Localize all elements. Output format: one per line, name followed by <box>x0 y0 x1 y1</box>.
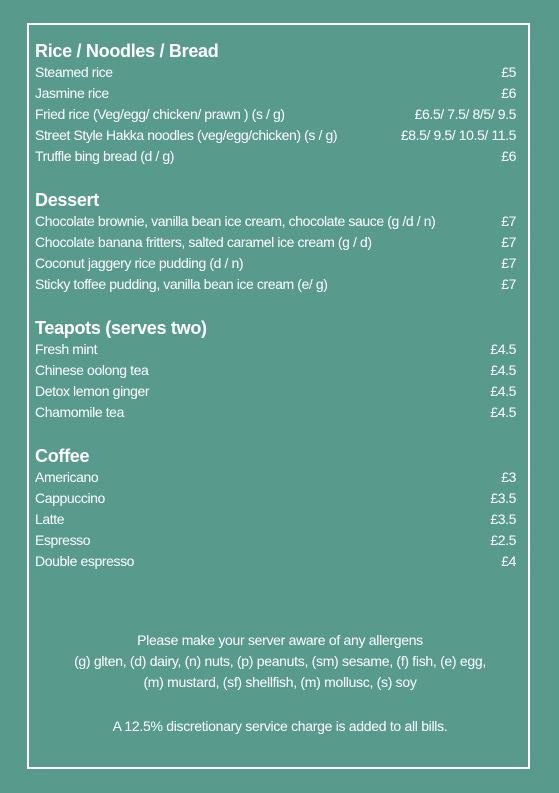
menu-item <box>35 232 516 253</box>
item-name: Detox lemon ginger <box>35 383 150 399</box>
item-price: £2.5 <box>490 532 516 548</box>
item-name: Double espresso <box>35 553 135 569</box>
item-price: £4 <box>501 553 516 569</box>
item-price: £7 <box>501 213 516 229</box>
menu-item <box>35 509 516 530</box>
menu-item <box>35 339 516 360</box>
item-price: £8.5/ 9.5/ 10.5/ 11.5 <box>400 127 516 143</box>
item-name: Jasmine rice <box>35 85 109 101</box>
menu-item <box>35 551 516 572</box>
menu-item <box>35 83 516 104</box>
allergen-note-line: (g) glten, (d) dairy, (n) nuts, (p) peanuts, (sm) sesame, (f) fish, (e) egg, <box>74 653 486 669</box>
menu-item <box>35 211 516 232</box>
item-name: Americano <box>35 469 99 485</box>
item-name: Chocolate brownie, vanilla bean ice cream, chocolate sauce (g /d / n) <box>35 213 436 229</box>
menu-item <box>35 104 516 125</box>
item-price: £7 <box>501 276 516 292</box>
item-name: Sticky toffee pudding, vanilla bean ice cream (e/ g) <box>35 276 328 292</box>
allergen-note-line: Please make your server aware of any allergens <box>137 632 423 648</box>
menu-item <box>35 360 516 381</box>
item-name: Truffle bing bread (d / g) <box>35 148 175 164</box>
item-price: £3.5 <box>490 490 516 506</box>
menu-item <box>35 146 516 167</box>
item-name: Chinese oolong tea <box>35 362 149 378</box>
menu-item <box>35 488 516 509</box>
service-charge-note: A 12.5% discretionary service charge is added to all bills. <box>112 718 448 734</box>
item-name: Fried rice (Veg/egg/ chicken/ prawn ) (s / g) <box>35 106 285 122</box>
section-coffee <box>35 445 516 572</box>
allergen-note-line: (m) mustard, (sf) shellfish, (m) mollusc, (s) soy <box>143 674 417 690</box>
item-name: Chocolate banana fritters, salted caramel ice cream (g / d) <box>35 234 372 250</box>
item-name: Street Style Hakka noodles (veg/egg/chicken) (s / g) <box>35 127 338 143</box>
item-name: Steamed rice <box>35 64 113 80</box>
item-name: Chamomile tea <box>35 404 124 420</box>
item-price: £4.5 <box>490 383 516 399</box>
menu-item <box>35 274 516 295</box>
item-name: Espresso <box>35 532 91 548</box>
section-title: Dessert <box>35 190 99 210</box>
menu-item <box>35 125 516 146</box>
section-title: Rice / Noodles / Bread <box>35 41 219 61</box>
item-name: Fresh mint <box>35 341 98 357</box>
section-rice-noodles-bread <box>35 40 516 167</box>
menu-item <box>35 62 516 83</box>
item-name: Latte <box>35 511 65 527</box>
item-price: £4.5 <box>490 404 516 420</box>
allergen-note <box>35 630 525 693</box>
menu-item <box>35 530 516 551</box>
menu-content <box>35 40 516 594</box>
item-name: Coconut jaggery rice pudding (d / n) <box>35 255 244 271</box>
menu-item <box>35 253 516 274</box>
menu-item <box>35 467 516 488</box>
item-price: £5 <box>501 64 516 80</box>
section-teapots <box>35 317 516 423</box>
section-title: Teapots (serves two) <box>35 318 207 338</box>
item-price: £4.5 <box>490 341 516 357</box>
item-price: £6 <box>501 85 516 101</box>
item-price: £7 <box>501 255 516 271</box>
section-title: Coffee <box>35 446 90 466</box>
item-name: Cappuccino <box>35 490 105 506</box>
item-price: £6 <box>501 148 516 164</box>
item-price: £3.5 <box>490 511 516 527</box>
item-price: £7 <box>501 234 516 250</box>
item-price: £6.5/ 7.5/ 8/5/ 9.5 <box>414 106 516 122</box>
menu-item <box>35 381 516 402</box>
item-price: £3 <box>501 469 516 485</box>
section-dessert <box>35 189 516 295</box>
item-price: £4.5 <box>490 362 516 378</box>
menu-item <box>35 402 516 423</box>
